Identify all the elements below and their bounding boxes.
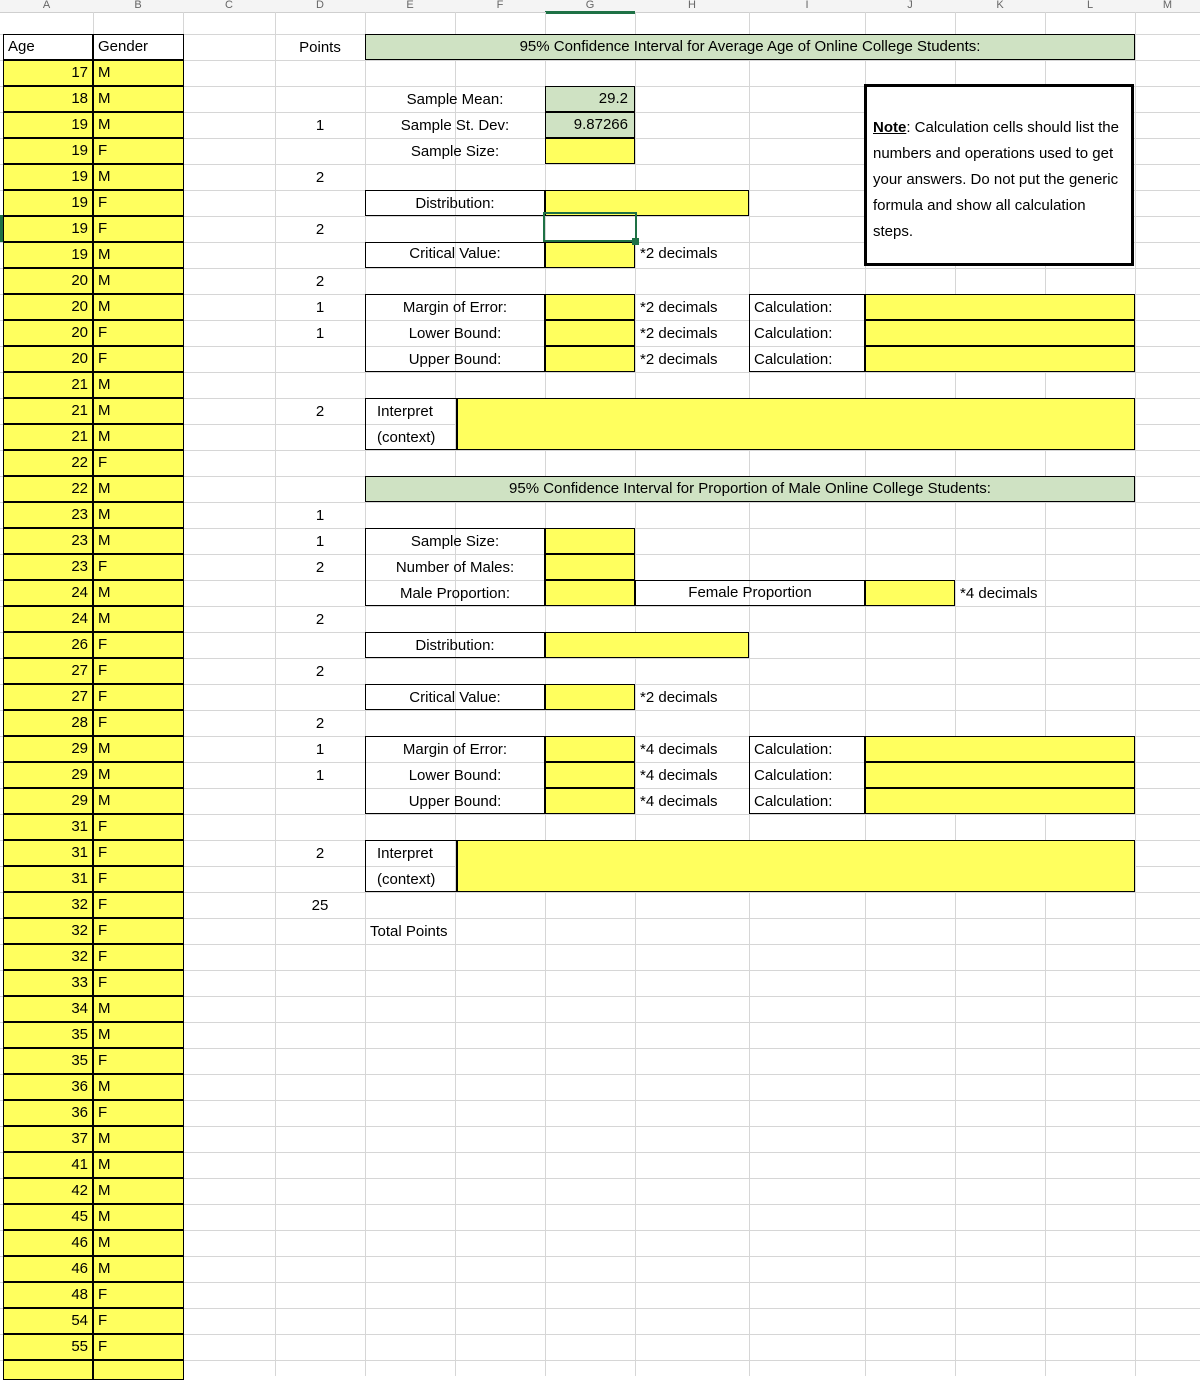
points-value[interactable]: 1 — [315, 741, 325, 758]
age-cell[interactable]: 19 — [3, 242, 93, 268]
age-cell[interactable]: 42 — [3, 1178, 93, 1204]
selected-column-indicator — [545, 11, 635, 14]
age-cell[interactable]: 37 — [3, 1126, 93, 1152]
age-cell[interactable]: 19 — [3, 164, 93, 190]
gender-header[interactable]: Gender — [93, 34, 184, 60]
age-cell[interactable]: 35 — [3, 1048, 93, 1074]
gender-cell[interactable]: F — [93, 684, 184, 710]
gender-cell[interactable]: M — [93, 1204, 184, 1230]
s2-lower-calc-input[interactable] — [865, 762, 1135, 788]
s2-female-note: *4 decimals — [960, 585, 1038, 602]
gender-cell[interactable]: F — [93, 216, 184, 242]
s1-lower-note: *2 decimals — [640, 325, 718, 342]
age-cell[interactable]: 31 — [3, 866, 93, 892]
age-cell[interactable]: 36 — [3, 1100, 93, 1126]
s1-interpret-input[interactable] — [457, 398, 1135, 450]
points-value[interactable]: 2 — [315, 845, 325, 862]
points-value[interactable]: 2 — [315, 559, 325, 576]
column-header-d[interactable]: D — [316, 0, 324, 11]
s2-lower-calc-label: Calculation: — [754, 767, 833, 784]
gender-cell[interactable]: M — [93, 502, 184, 528]
s2-num-males-input[interactable] — [545, 554, 635, 580]
gender-cell[interactable]: F — [93, 138, 184, 164]
gender-cell[interactable]: M — [93, 424, 184, 450]
sample-size-label[interactable]: Sample Size: — [410, 143, 500, 160]
gender-cell[interactable]: M — [93, 294, 184, 320]
gender-cell[interactable]: M — [93, 476, 184, 502]
age-cell[interactable]: 46 — [3, 1256, 93, 1282]
critical-value-label[interactable]: Critical Value: — [409, 245, 501, 262]
s2-upper-label[interactable]: Upper Bound: — [408, 793, 502, 810]
s2-upper-calc-label: Calculation: — [754, 793, 833, 810]
gender-cell[interactable]: M — [93, 580, 184, 606]
data-table-tail[interactable] — [3, 1360, 93, 1380]
age-cell[interactable]: 54 — [3, 1308, 93, 1334]
column-header-f[interactable]: F — [496, 0, 504, 11]
s2-margin-input[interactable] — [545, 736, 635, 762]
age-cell[interactable]: 29 — [3, 788, 93, 814]
age-cell[interactable]: 31 — [3, 840, 93, 866]
s1-upper-input[interactable] — [545, 346, 635, 372]
age-cell[interactable]: 36 — [3, 1074, 93, 1100]
gender-cell[interactable]: F — [93, 866, 184, 892]
age-cell[interactable]: 19 — [3, 112, 93, 138]
column-header-l[interactable]: L — [1086, 0, 1094, 11]
age-cell[interactable]: 32 — [3, 918, 93, 944]
age-cell[interactable]: 24 — [3, 580, 93, 606]
age-cell[interactable]: 46 — [3, 1230, 93, 1256]
s2-margin-calc-label: Calculation: — [754, 741, 833, 758]
fill-handle[interactable] — [632, 238, 639, 245]
s1-upper-label[interactable]: Upper Bound: — [408, 351, 502, 368]
age-cell[interactable]: 18 — [3, 86, 93, 112]
age-header[interactable]: Age — [3, 34, 93, 60]
critical-value-input[interactable] — [545, 242, 635, 268]
points-value[interactable]: 2 — [315, 663, 325, 680]
distribution-label[interactable]: Distribution: — [415, 195, 495, 212]
age-cell[interactable]: 17 — [3, 60, 93, 86]
sample-mean-value[interactable]: 29.2 — [545, 86, 635, 112]
gender-cell[interactable]: F — [93, 554, 184, 580]
gender-cell[interactable]: F — [93, 944, 184, 970]
s1-margin-calc-label: Calculation: — [754, 299, 833, 316]
gender-cell[interactable]: M — [93, 86, 184, 112]
critical-value-note: *2 decimals — [640, 245, 718, 262]
age-cell[interactable]: 32 — [3, 892, 93, 918]
points-value[interactable]: 1 — [315, 767, 325, 784]
age-cell[interactable]: 29 — [3, 762, 93, 788]
age-cell[interactable]: 32 — [3, 944, 93, 970]
age-cell[interactable]: 35 — [3, 1022, 93, 1048]
gender-cell[interactable]: M — [93, 372, 184, 398]
gender-cell[interactable]: M — [93, 1256, 184, 1282]
points-header[interactable]: Points — [299, 39, 341, 56]
age-cell[interactable]: 27 — [3, 658, 93, 684]
age-cell[interactable]: 26 — [3, 632, 93, 658]
column-header-b[interactable]: B — [134, 0, 142, 11]
s2-lower-label[interactable]: Lower Bound: — [408, 767, 502, 784]
points-value[interactable]: 1 — [315, 325, 325, 342]
age-cell[interactable]: 31 — [3, 814, 93, 840]
points-value[interactable]: 2 — [315, 169, 325, 186]
column-header-h[interactable]: H — [688, 0, 696, 11]
s1-upper-calc-label: Calculation: — [754, 351, 833, 368]
gender-cell[interactable]: F — [93, 970, 184, 996]
gender-cell[interactable]: M — [93, 242, 184, 268]
sample-size-input[interactable] — [545, 138, 635, 164]
column-header-m[interactable]: M — [1162, 0, 1173, 11]
s2-male-prop-input[interactable] — [545, 580, 635, 606]
s2-margin-note: *4 decimals — [640, 741, 718, 758]
gender-cell[interactable]: M — [93, 1022, 184, 1048]
age-cell[interactable]: 45 — [3, 1204, 93, 1230]
column-header-e[interactable]: E — [406, 0, 414, 11]
age-cell[interactable]: 20 — [3, 346, 93, 372]
s2-distribution-input[interactable] — [545, 632, 749, 658]
column-header-i[interactable]: I — [805, 0, 809, 11]
s2-sample-size-label[interactable]: Sample Size: — [410, 533, 500, 550]
s2-margin-calc-input[interactable] — [865, 736, 1135, 762]
column-header-g[interactable]: G — [585, 0, 595, 11]
gender-cell[interactable]: F — [93, 450, 184, 476]
sample-sd-value[interactable]: 9.87266 — [545, 112, 635, 138]
column-header-a[interactable]: A — [42, 0, 51, 11]
age-cell[interactable]: 23 — [3, 502, 93, 528]
gender-cell[interactable]: F — [93, 1100, 184, 1126]
gender-cell[interactable]: F — [93, 892, 184, 918]
data-table-tail[interactable] — [93, 1360, 184, 1380]
points-value[interactable]: 2 — [315, 221, 325, 238]
age-cell[interactable]: 34 — [3, 996, 93, 1022]
age-cell[interactable]: 22 — [3, 450, 93, 476]
s2-distribution-label[interactable]: Distribution: — [415, 637, 495, 654]
s1-margin-calc-input[interactable] — [865, 294, 1135, 320]
s1-interpret-label-2: (context) — [377, 429, 436, 446]
s2-lower-note: *4 decimals — [640, 767, 718, 784]
age-cell[interactable]: 22 — [3, 476, 93, 502]
gender-cell[interactable]: F — [93, 840, 184, 866]
points-value[interactable]: 1 — [315, 117, 325, 134]
note-bold-label: Note — [873, 119, 907, 136]
age-cell[interactable]: 48 — [3, 1282, 93, 1308]
gender-cell[interactable]: F — [93, 346, 184, 372]
column-header-j[interactable]: J — [907, 0, 913, 11]
gender-cell[interactable]: F — [93, 1334, 184, 1360]
note-box — [864, 84, 1134, 266]
s2-interpret-label-2: (context) — [377, 871, 436, 888]
s1-upper-calc-input[interactable] — [865, 346, 1135, 372]
s2-num-males-label[interactable]: Number of Males: — [395, 559, 515, 576]
section1-title[interactable]: 95% Confidence Interval for Average Age of Online College Students: — [365, 34, 1135, 60]
gender-cell[interactable]: F — [93, 320, 184, 346]
age-cell[interactable]: 27 — [3, 684, 93, 710]
points-value[interactable]: 2 — [315, 715, 325, 732]
s1-upper-note: *2 decimals — [640, 351, 718, 368]
gender-cell[interactable]: F — [93, 190, 184, 216]
gender-cell[interactable]: M — [93, 398, 184, 424]
s1-lower-label[interactable]: Lower Bound: — [408, 325, 502, 342]
s2-interpret-input[interactable] — [457, 840, 1135, 892]
s2-interpret-label-1: Interpret — [377, 845, 433, 862]
age-cell[interactable]: 21 — [3, 372, 93, 398]
gender-cell[interactable]: F — [93, 710, 184, 736]
s1-lower-calc-input[interactable] — [865, 320, 1135, 346]
gender-cell[interactable]: M — [93, 1126, 184, 1152]
active-cell-selection[interactable] — [543, 212, 637, 242]
s2-critical-value-input[interactable] — [545, 684, 635, 710]
note-text: : Calculation cells should list the numbers and operations used to get your answers. Do not put the generic formula and show all calculation steps. — [873, 119, 1119, 240]
age-cell[interactable]: 19 — [3, 190, 93, 216]
age-cell[interactable]: 21 — [3, 398, 93, 424]
s2-sample-size-input[interactable] — [545, 528, 635, 554]
s2-upper-input[interactable] — [545, 788, 635, 814]
section2-title[interactable]: 95% Confidence Interval for Proportion of Male Online College Students: — [365, 476, 1135, 502]
gender-cell[interactable]: M — [93, 606, 184, 632]
points-value[interactable]: 2 — [315, 273, 325, 290]
s2-lower-input[interactable] — [545, 762, 635, 788]
gender-cell[interactable]: F — [93, 1048, 184, 1074]
points-value[interactable]: 2 — [315, 403, 325, 420]
s2-upper-note: *4 decimals — [640, 793, 718, 810]
points-value[interactable]: 1 — [315, 507, 325, 524]
gender-cell[interactable]: F — [93, 918, 184, 944]
gender-cell[interactable]: M — [93, 1230, 184, 1256]
s2-critical-value-label[interactable]: Critical Value: — [409, 689, 501, 706]
gender-cell[interactable]: M — [93, 1074, 184, 1100]
age-cell[interactable]: 20 — [3, 320, 93, 346]
s1-margin-label[interactable]: Margin of Error: — [402, 299, 508, 316]
age-cell[interactable]: 41 — [3, 1152, 93, 1178]
age-cell[interactable]: 33 — [3, 970, 93, 996]
gender-cell[interactable]: M — [93, 268, 184, 294]
s1-interpret-label-1: Interpret — [377, 403, 433, 420]
points-value[interactable]: 1 — [315, 299, 325, 316]
gender-cell[interactable]: M — [93, 164, 184, 190]
s2-male-prop-label[interactable]: Male Proportion: — [399, 585, 511, 602]
age-cell[interactable]: 24 — [3, 606, 93, 632]
s1-lower-calc-label: Calculation: — [754, 325, 833, 342]
points-value[interactable]: 2 — [315, 611, 325, 628]
s1-margin-note: *2 decimals — [640, 299, 718, 316]
gender-cell[interactable]: M — [93, 112, 184, 138]
column-header-c[interactable]: C — [225, 0, 233, 11]
gender-cell[interactable]: M — [93, 788, 184, 814]
column-header-k[interactable]: K — [996, 0, 1004, 11]
gender-cell[interactable]: M — [93, 996, 184, 1022]
age-cell[interactable]: 23 — [3, 554, 93, 580]
sample-sd-label[interactable]: Sample St. Dev: — [400, 117, 510, 134]
total-points-label[interactable]: Total Points — [370, 923, 448, 940]
gender-cell[interactable]: F — [93, 814, 184, 840]
s1-lower-input[interactable] — [545, 320, 635, 346]
s2-female-prop-input[interactable] — [865, 580, 955, 606]
age-cell[interactable]: 20 — [3, 268, 93, 294]
s2-critical-note: *2 decimals — [640, 689, 718, 706]
gender-cell[interactable]: M — [93, 1152, 184, 1178]
s2-upper-calc-input[interactable] — [865, 788, 1135, 814]
age-cell[interactable]: 19 — [3, 216, 93, 242]
s2-female-prop-label[interactable]: Female Proportion — [635, 580, 865, 606]
gender-cell[interactable]: F — [93, 1282, 184, 1308]
age-cell[interactable]: 23 — [3, 528, 93, 554]
gender-cell[interactable]: M — [93, 762, 184, 788]
age-cell[interactable]: 55 — [3, 1334, 93, 1360]
age-cell[interactable]: 21 — [3, 424, 93, 450]
gender-cell[interactable]: F — [93, 1308, 184, 1334]
sample-mean-label[interactable]: Sample Mean: — [406, 91, 504, 108]
points-value[interactable]: 1 — [315, 533, 325, 550]
age-cell[interactable]: 20 — [3, 294, 93, 320]
gender-cell[interactable]: M — [93, 60, 184, 86]
age-cell[interactable]: 19 — [3, 138, 93, 164]
age-cell[interactable]: 29 — [3, 736, 93, 762]
s1-margin-input[interactable] — [545, 294, 635, 320]
gender-cell[interactable]: F — [93, 658, 184, 684]
gender-cell[interactable]: F — [93, 632, 184, 658]
age-cell[interactable]: 28 — [3, 710, 93, 736]
s2-margin-label[interactable]: Margin of Error: — [402, 741, 508, 758]
gender-cell[interactable]: M — [93, 1178, 184, 1204]
points-value[interactable]: 25 — [311, 897, 329, 914]
gender-cell[interactable]: M — [93, 528, 184, 554]
gender-cell[interactable]: M — [93, 736, 184, 762]
